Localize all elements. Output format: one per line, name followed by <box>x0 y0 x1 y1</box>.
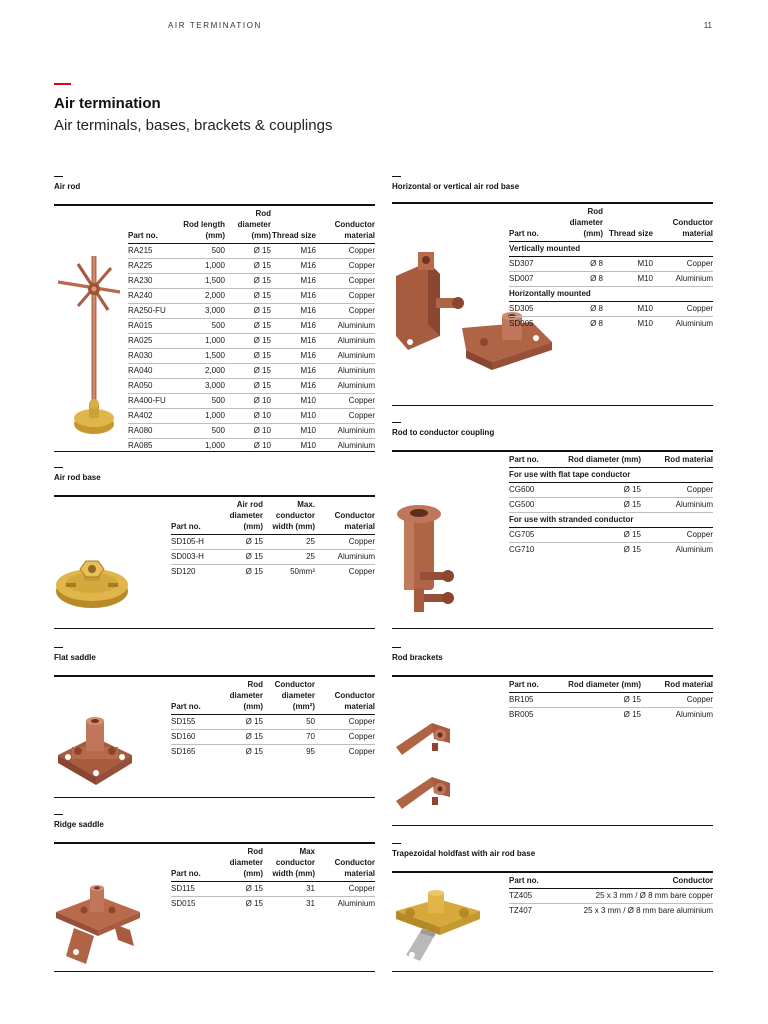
cell: Aluminium <box>337 899 375 908</box>
table-row <box>128 244 375 259</box>
col-part-no: Part no. <box>171 846 217 882</box>
section-title: Air rod <box>54 182 81 191</box>
cell: Ø 8 <box>590 319 603 328</box>
cell: RA025 <box>128 334 182 349</box>
table-row <box>128 379 375 394</box>
section-rod-base <box>392 176 713 406</box>
cell: Copper <box>316 304 375 319</box>
cell: Ø 8 <box>561 302 603 317</box>
section-flat-saddle <box>54 647 375 798</box>
cell: Ø 15 <box>225 304 271 319</box>
cell: Copper <box>316 409 375 424</box>
cell: Aluminium <box>675 319 713 328</box>
page-subtitle: Air terminals, bases, brackets & couplings <box>54 117 333 134</box>
ridge-saddle-table <box>171 846 375 911</box>
table-row <box>509 302 713 317</box>
table-row <box>509 528 713 543</box>
cell: TZ405 <box>509 889 553 904</box>
cell: Ø 10 <box>225 394 271 409</box>
cell: SD155 <box>171 715 217 730</box>
cell: M16 <box>271 334 316 349</box>
cell: RA250-FU <box>128 304 182 319</box>
section-dash <box>54 467 63 468</box>
section-dash <box>54 814 63 815</box>
cell: 50mm² <box>290 567 315 576</box>
cell: Aluminium <box>316 319 375 334</box>
cell: Copper <box>315 715 375 730</box>
cell: Copper <box>316 274 375 289</box>
table-row <box>171 882 375 897</box>
cell: Ø 15 <box>567 528 641 543</box>
holdfast-image <box>392 889 484 965</box>
cell: Copper <box>348 567 375 576</box>
cell: M10 <box>300 441 316 450</box>
cell: Copper <box>315 882 375 897</box>
cell: M16 <box>271 349 316 364</box>
cell: Ø 15 <box>217 550 263 565</box>
col-max-conductor-width: Max. conductor width (mm) <box>263 499 315 535</box>
cell: Aluminium <box>675 710 713 719</box>
table-top-rule <box>54 495 375 497</box>
cell: M16 <box>271 379 316 394</box>
cell: BR005 <box>509 710 534 719</box>
table-row <box>171 897 375 912</box>
cell: SD120 <box>171 567 196 576</box>
col-conductor-material: Conductor material <box>653 206 713 242</box>
table-row <box>509 543 713 558</box>
col-part-no: Part no. <box>509 454 567 468</box>
cell: SD307 <box>509 257 561 272</box>
cell: Ø 15 <box>217 730 263 745</box>
rod-brackets-image <box>392 717 456 821</box>
air-rod-table <box>128 208 375 453</box>
rod-base-table <box>509 206 713 331</box>
cell: RA080 <box>128 424 182 439</box>
section-dash <box>392 843 401 844</box>
group-label: Vertically mounted <box>509 242 713 257</box>
section-holdfast <box>392 843 713 972</box>
col-conductor-material: Conductor material <box>316 208 375 244</box>
cell: Ø 15 <box>623 710 641 719</box>
cell: Ø 15 <box>567 483 641 498</box>
cell: CG600 <box>509 483 567 498</box>
cell: Copper <box>653 257 713 272</box>
col-rod-diameter: Rod diameter (mm) <box>567 454 641 468</box>
cell: RA225 <box>128 259 182 274</box>
cell: 50 <box>263 715 315 730</box>
col-part-no: Part no. <box>171 499 217 535</box>
cell: Aluminium <box>316 334 375 349</box>
table-row <box>509 708 713 723</box>
section-coupling <box>392 422 713 629</box>
table-row <box>128 364 375 379</box>
table-top-rule <box>392 450 713 452</box>
table-row <box>128 289 375 304</box>
table-bottom-rule <box>392 971 713 972</box>
cell: Ø 15 <box>217 882 263 897</box>
table-row <box>171 565 375 580</box>
table-row <box>509 904 713 919</box>
cell: Ø 8 <box>561 272 603 287</box>
section-ridge-saddle <box>54 814 375 972</box>
section-title: Flat saddle <box>54 653 96 662</box>
cell: 1,000 <box>204 441 225 450</box>
col-rod-diameter: Rod diameter (mm) <box>561 206 603 242</box>
cell: RA050 <box>128 379 182 394</box>
ridge-saddle-image <box>54 884 142 968</box>
cell: Ø 15 <box>225 244 271 259</box>
cell: 31 <box>263 882 315 897</box>
table-row <box>128 259 375 274</box>
cell: Ø 15 <box>567 693 641 708</box>
col-rod-material: Rod material <box>641 679 713 693</box>
cell: Ø 8 <box>561 257 603 272</box>
section-title: Rod to conductor coupling <box>392 428 495 437</box>
section-air-rod <box>54 176 375 452</box>
cell: 3,000 <box>182 379 225 394</box>
section-dash <box>54 176 63 177</box>
cell: 25 <box>263 535 315 550</box>
section-dash <box>392 422 401 423</box>
cell: Aluminium <box>316 364 375 379</box>
col-part-no: Part no. <box>509 875 553 889</box>
coupling-table <box>509 454 713 557</box>
cell: M10 <box>603 302 653 317</box>
col-conductor-material: Conductor material <box>315 846 375 882</box>
cell: Aluminium <box>316 424 375 439</box>
cell: 25 x 3 mm / Ø 8 mm bare aluminium <box>583 906 713 915</box>
table-bottom-rule <box>392 628 713 629</box>
table-group-row <box>509 468 713 483</box>
cell: SD007 <box>509 272 561 287</box>
table-top-rule <box>392 871 713 873</box>
table-row <box>171 715 375 730</box>
cell: 2,000 <box>182 289 225 304</box>
section-dash <box>392 647 401 648</box>
col-rod-material: Rod material <box>641 454 713 468</box>
cell: BR105 <box>509 693 567 708</box>
section-title: Ridge saddle <box>54 820 104 829</box>
cell: SD165 <box>171 747 196 756</box>
table-row <box>128 349 375 364</box>
cell: M16 <box>271 244 316 259</box>
cell: Aluminium <box>316 379 375 394</box>
cell: 95 <box>306 747 315 756</box>
col-part-no: Part no. <box>128 208 182 244</box>
cell: 1,000 <box>182 409 225 424</box>
section-title: Horizontal or vertical air rod base <box>392 182 520 191</box>
table-row <box>171 550 375 565</box>
col-rod-length: Rod length (mm) <box>182 208 225 244</box>
table-row <box>509 693 713 708</box>
cell: Copper <box>316 289 375 304</box>
cell: 500 <box>182 424 225 439</box>
cell: RA400-FU <box>128 394 182 409</box>
cell: 500 <box>182 319 225 334</box>
cell: RA402 <box>128 409 182 424</box>
table-group-row <box>509 513 713 528</box>
table-top-rule <box>54 204 375 206</box>
cell: Copper <box>316 244 375 259</box>
cell: RA215 <box>128 244 182 259</box>
cell: SD005 <box>509 319 534 328</box>
cell: Ø 15 <box>225 319 271 334</box>
cell: Ø 10 <box>225 424 271 439</box>
table-row <box>128 274 375 289</box>
col-conductor-material: Conductor material <box>315 679 375 715</box>
cell: 1,500 <box>182 349 225 364</box>
cell: M10 <box>603 272 653 287</box>
cell: 1,500 <box>182 274 225 289</box>
cell: SD105-H <box>171 535 217 550</box>
col-conductor-diameter: Conductor diameter (mm²) <box>263 679 315 715</box>
cell: Ø 15 <box>225 334 271 349</box>
table-bottom-rule <box>392 405 713 406</box>
cell: Ø 15 <box>567 498 641 513</box>
cell: Ø 15 <box>225 364 271 379</box>
cell: M16 <box>271 289 316 304</box>
table-top-rule <box>392 202 713 204</box>
air-rod-base-image <box>54 547 134 619</box>
cell: Aluminium <box>641 498 713 513</box>
col-part-no: Part no. <box>509 206 561 242</box>
table-row <box>509 498 713 513</box>
col-max-conductor-width: Max conductor width (mm) <box>263 846 315 882</box>
cell: Copper <box>641 483 713 498</box>
table-row <box>128 424 375 439</box>
cell: Copper <box>641 693 713 708</box>
cell: Copper <box>641 528 713 543</box>
coupling-image <box>392 502 458 620</box>
table-row <box>128 409 375 424</box>
cell: CG705 <box>509 528 567 543</box>
col-rod-diameter: Rod diameter (mm) <box>225 208 271 244</box>
page-number: 11 <box>703 21 712 30</box>
cell: 1,000 <box>182 334 225 349</box>
cell: Ø 15 <box>245 747 263 756</box>
cell: Copper <box>348 747 375 756</box>
cell: SD003-H <box>171 550 217 565</box>
holdfast-table <box>509 875 713 918</box>
cell: Ø 15 <box>245 567 263 576</box>
cell: TZ407 <box>509 906 533 915</box>
cell: M10 <box>271 394 316 409</box>
cell: M16 <box>271 259 316 274</box>
group-label: Horizontally mounted <box>509 287 713 302</box>
cell: M16 <box>271 274 316 289</box>
table-row <box>171 535 375 550</box>
cell: Aluminium <box>315 550 375 565</box>
cell: 31 <box>306 899 315 908</box>
rod-brackets-table <box>509 679 713 722</box>
col-rod-diameter: Rod diameter (mm) <box>217 679 263 715</box>
table-row <box>128 304 375 319</box>
cell: 25 <box>263 550 315 565</box>
cell: Aluminium <box>675 545 713 554</box>
cell: 500 <box>182 244 225 259</box>
cell: SD115 <box>171 882 217 897</box>
cell: Ø 15 <box>225 259 271 274</box>
cell: 3,000 <box>182 304 225 319</box>
cell: Ø 15 <box>225 289 271 304</box>
cell: 2,000 <box>182 364 225 379</box>
col-air-rod-diameter: Air rod diameter (mm) <box>217 499 263 535</box>
table-group-row <box>509 242 713 257</box>
cell: M10 <box>271 409 316 424</box>
col-part-no: Part no. <box>509 679 567 693</box>
cell: 70 <box>263 730 315 745</box>
table-top-rule <box>54 675 375 677</box>
cell: Ø 10 <box>253 441 271 450</box>
cell: M16 <box>271 364 316 379</box>
page-title: Air termination <box>54 95 161 112</box>
section-title: Air rod base <box>54 473 101 482</box>
cell: 1,000 <box>182 259 225 274</box>
table-row <box>171 745 375 760</box>
cell: M10 <box>637 319 653 328</box>
cell: Ø 15 <box>217 535 263 550</box>
cell: Ø 15 <box>225 274 271 289</box>
section-air-rod-base <box>54 467 375 629</box>
table-row <box>509 889 713 904</box>
cell: CG500 <box>509 498 567 513</box>
table-row <box>171 730 375 745</box>
cell: CG710 <box>509 545 535 554</box>
cell: Ø 10 <box>225 409 271 424</box>
cell: RA015 <box>128 319 182 334</box>
table-row <box>128 394 375 409</box>
table-bottom-rule <box>54 451 375 452</box>
cell: Ø 15 <box>225 379 271 394</box>
cell: SD160 <box>171 730 217 745</box>
cell: M16 <box>271 319 316 334</box>
col-rod-diameter: Rod diameter (mm) <box>567 679 641 693</box>
cell: Ø 15 <box>245 899 263 908</box>
group-label: For use with flat tape conductor <box>509 468 713 483</box>
table-row <box>128 334 375 349</box>
table-group-row <box>509 287 713 302</box>
cell: RA240 <box>128 289 182 304</box>
cell: Ø 15 <box>217 715 263 730</box>
air-rod-image <box>56 252 122 446</box>
cell: M10 <box>603 257 653 272</box>
cell: SD015 <box>171 899 196 908</box>
cell: Ø 15 <box>225 349 271 364</box>
section-rod-brackets <box>392 647 713 826</box>
cell: Aluminium <box>653 272 713 287</box>
table-row <box>128 319 375 334</box>
cell: Ø 15 <box>623 545 641 554</box>
col-rod-diameter: Rod diameter (mm) <box>217 846 263 882</box>
cell: Copper <box>315 730 375 745</box>
cell: RA085 <box>128 441 153 450</box>
accent-rule <box>54 83 71 85</box>
table-row <box>509 483 713 498</box>
table-bottom-rule <box>54 628 375 629</box>
table-bottom-rule <box>54 797 375 798</box>
cell: M10 <box>271 424 316 439</box>
table-top-rule <box>54 842 375 844</box>
running-head: AIR TERMINATION <box>168 21 262 30</box>
cell: M16 <box>271 304 316 319</box>
cell: Aluminium <box>316 349 375 364</box>
cell: Copper <box>315 535 375 550</box>
section-dash <box>392 176 401 177</box>
group-label: For use with stranded conductor <box>509 513 713 528</box>
cell: 500 <box>182 394 225 409</box>
col-part-no: Part no. <box>171 679 217 715</box>
table-row <box>509 272 713 287</box>
cell: Copper <box>653 302 713 317</box>
table-bottom-rule <box>392 825 713 826</box>
air-rod-base-table <box>171 499 375 579</box>
table-bottom-rule <box>54 971 375 972</box>
cell: Copper <box>316 259 375 274</box>
section-dash <box>54 647 63 648</box>
cell: 25 x 3 mm / Ø 8 mm bare copper <box>553 889 713 904</box>
cell: Copper <box>316 394 375 409</box>
col-thread-size: Thread size <box>603 206 653 242</box>
cell: RA040 <box>128 364 182 379</box>
section-title: Trapezoidal holdfast with air rod base <box>392 849 536 858</box>
table-row <box>509 317 713 332</box>
col-thread-size: Thread size <box>271 208 316 244</box>
table-top-rule <box>392 675 713 677</box>
section-title: Rod brackets <box>392 653 443 662</box>
flat-saddle-image <box>54 715 136 791</box>
col-conductor: Conductor <box>553 875 713 889</box>
cell: RA230 <box>128 274 182 289</box>
col-conductor-material: Conductor material <box>315 499 375 535</box>
flat-saddle-table <box>171 679 375 759</box>
cell: Aluminium <box>337 441 375 450</box>
cell: RA030 <box>128 349 182 364</box>
table-row <box>509 257 713 272</box>
cell: SD305 <box>509 302 561 317</box>
